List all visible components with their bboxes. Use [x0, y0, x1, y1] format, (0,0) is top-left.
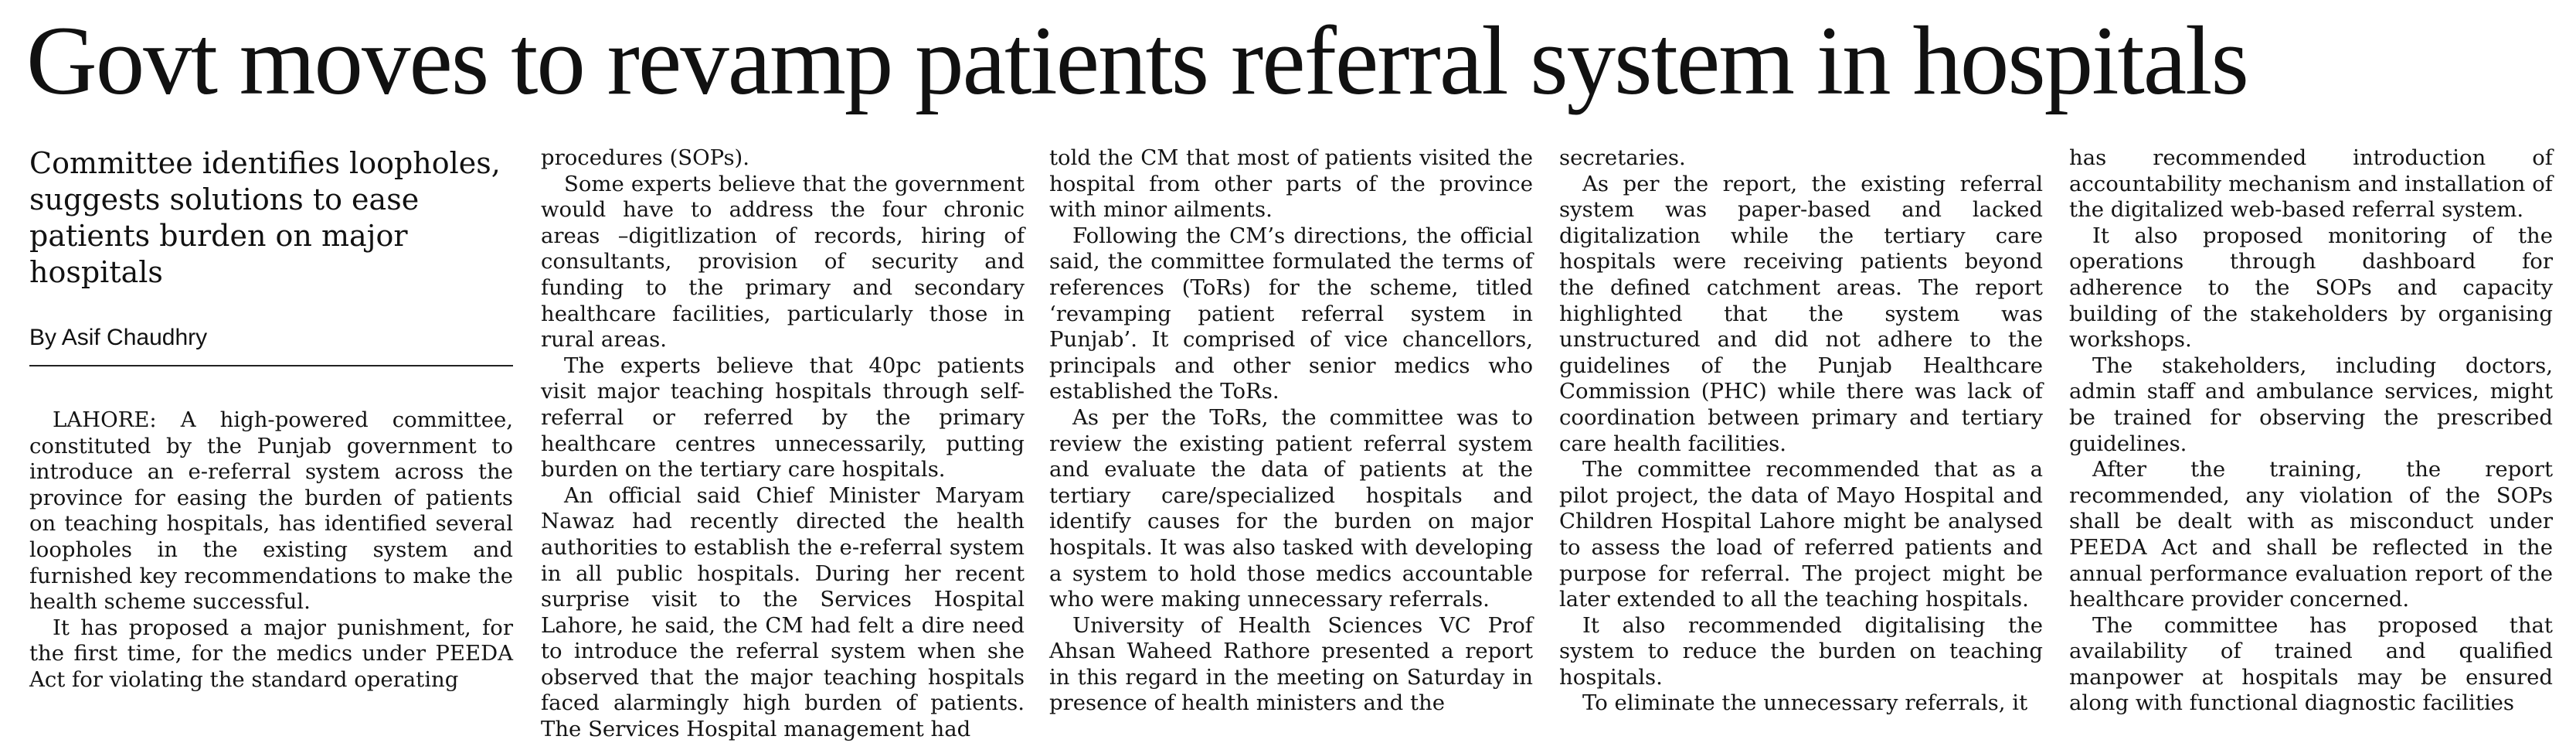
- paragraph: To eliminate the unnecessary referrals, it: [1582, 690, 2028, 716]
- article-column-3: [1049, 145, 1533, 717]
- article-column-5: [2069, 145, 2553, 717]
- paragraph: An official said Chief Minister Maryam Nawaz had recently directed the health authorities to establish the e-referral system in all public hospitals. During her recent surprise visit to the Services Hospital Lahore, he said, the CM had felt a dire need to introduce the referral system when she observed that the major teaching hospitals faced alarmingly high burden of patients. The Services Hospital management had: [541, 482, 1025, 742]
- paragraph: The committee recommended that as a pilot project, the data of Mayo Hospital and Children Hospital Lahore might be analysed to assess the load of referred patients and purpose for referral. The project might be later extended to all the teaching hospitals.: [1559, 457, 2043, 612]
- paragraph: The experts believe that 40pc patients visit major teaching hospitals through self-referral or referred by the primary healthcare centres unnecessarily, putting burden on the tertiary care hospitals.: [541, 353, 1025, 482]
- paragraph: After the training, the report recommended, any violation of the SOPs shall be dealt with as misconduct under PEEDA Act and shall be reflected in the annual performance evaluation report of the healthcare provider concerned.: [2069, 457, 2553, 612]
- article-column-4: [1559, 145, 2043, 717]
- dek-subheadline: Committee identifies loopholes, suggests solutions to ease patients burden on major hospitals: [29, 146, 501, 289]
- paragraph: Following the CM’s directions, the official said, the committee formulated the terms of references (ToRs) for the scheme, titled ‘revamping patient referral system in Punjab’. It comprised of vice chancellors, principals and other senior medics who established the ToRs.: [1049, 223, 1533, 404]
- paragraph: secretaries.: [1559, 145, 1686, 170]
- sidebar: [29, 145, 515, 366]
- byline: By Asif Chaudhry: [29, 325, 513, 366]
- paragraph: It also recommended digitalising the system to reduce the burden on teaching hospitals.: [1559, 612, 2043, 690]
- paragraph: It also proposed monitoring of the operations through dashboard for adherence to the SOPs and capacity building of the stakeholders by organising workshops.: [2069, 223, 2553, 353]
- headline: Govt moves to revamp patients referral system in hospitals: [26, 7, 2248, 115]
- paragraph: procedures (SOPs).: [541, 145, 750, 170]
- paragraph: LAHORE: A high-powered committee, constituted by the Punjab government to introduce an e-referral system across the province for easing the burden of patients on teaching hospitals, has identified several loopholes in the existing system and furnished key recommendations to make the health scheme successful.: [29, 407, 513, 615]
- paragraph: As per the report, the existing referral system was paper-based and lacked digitalization while the tertiary care hospitals were receiving patients beyond the defined catchment areas. The report highlighted that the system was unstructured and did not adhere to the guidelines of the Punjab Healthcare Commission (PHC) while there was lack of coordination between primary and tertiary care health facilities.: [1559, 171, 2043, 456]
- paragraph: The committee has proposed that availability of trained and qualified manpower at hospitals may be ensured along with functional diagnostic facilities: [2069, 612, 2553, 716]
- paragraph: has recommended introduction of accountability mechanism and installation of the digitalized web-based referral system.: [2069, 145, 2553, 223]
- paragraph: told the CM that most of patients visited the hospital from other parts of the province with minor ailments.: [1049, 145, 1533, 223]
- article-column-1: [29, 407, 513, 694]
- paragraph: The stakeholders, including doctors, admin staff and ambulance services, might be trained for observing the prescribed guidelines.: [2069, 353, 2553, 456]
- paragraph: As per the ToRs, the committee was to review the existing patient referral system and evaluate the data of patients at the tertiary care/specialized hospitals and identify causes for the burden on major hospitals. It was also tasked with developing a system to hold those medics accountable who were making unnecessary referrals.: [1049, 404, 1533, 612]
- paragraph: It has proposed a major punishment, for the first time, for the medics under PEEDA Act for violating the standard operating: [29, 615, 513, 692]
- paragraph: University of Health Sciences VC Prof Ahsan Waheed Rathore presented a report in this regard in the meeting on Saturday in presence of health ministers and the: [1049, 612, 1533, 716]
- paragraph: Some experts believe that the government would have to address the four chronic areas –digitlization of records, hiring of consultants, provision of security and funding to the primary and secondary healthcare facilities, particularly those in rural areas.: [541, 171, 1025, 353]
- article-column-2: [541, 145, 1025, 743]
